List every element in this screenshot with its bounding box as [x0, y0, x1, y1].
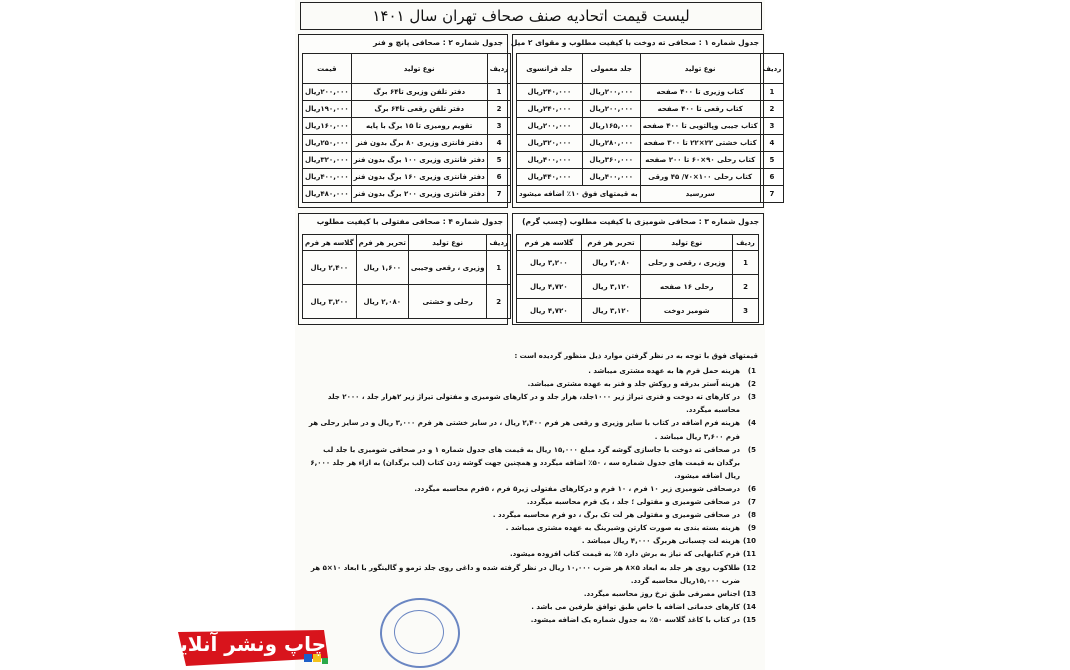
- note-number: 9): [747, 524, 756, 533]
- product-type: دفتر فانتزی وزیری ۱۶۰ برگ بدون فنر: [351, 169, 487, 186]
- row-number: 7: [760, 186, 784, 203]
- note-number: 5): [747, 445, 756, 454]
- row-number: 3: [733, 299, 759, 323]
- row-number: 4: [760, 135, 784, 152]
- table1-title: جدول شماره ۱ : صحافی ته دوخت با کیفیت مطلوب و مقوای ۲ میل: [510, 38, 759, 47]
- price-cell: ۴۴۰,۰۰۰ریال: [517, 169, 583, 186]
- row-number: 2: [487, 101, 511, 118]
- price-cell: ۲۴۰,۰۰۰ریال: [517, 84, 583, 101]
- note-text: اجناس مصرفی طبق نرخ روز محاسبه میگردد.: [583, 589, 740, 598]
- price-cell: ۲۸۰,۰۰۰ریال: [582, 135, 640, 152]
- logo-text: چاپ ونشر آنلاین: [162, 632, 326, 656]
- table2-header-cell: نوع تولید: [351, 54, 487, 84]
- note-number: 13): [743, 589, 756, 598]
- price-cell: ۱۶۰,۰۰۰ریال: [303, 118, 352, 135]
- note-number: 12): [743, 563, 756, 572]
- row-number: 4: [487, 135, 511, 152]
- row-number: 3: [487, 118, 511, 135]
- row-number: 2: [487, 285, 511, 319]
- table3-panel: [512, 213, 764, 325]
- note-item: [296, 496, 766, 509]
- price-cell: ۱,۶۰۰ ریال: [356, 251, 408, 285]
- price-cell: ۴۰۰,۰۰۰ریال: [517, 152, 583, 169]
- note-number: 8): [747, 511, 756, 520]
- price-cell: ۴۸۰,۰۰۰ریال: [303, 186, 352, 203]
- table3-title: جدول شماره ۳ : صحافی شومیزی با کیفیت مطلوب (چسب گرم): [522, 217, 759, 226]
- table-row: [303, 118, 511, 135]
- note-item: [296, 378, 766, 391]
- product-type: دفتر فانتزی وزیری ۲۰۰ برگ بدون فنر: [351, 186, 487, 203]
- table4-title: جدول شماره ۴ : صحافی مفتولی با کیفیت مطلوب: [316, 217, 503, 226]
- product-type: سررسید: [640, 186, 760, 203]
- note-text: طلاکوب روی هر جلد به ابعاد ۵×۸ هر ضرب ۱۰,۰۰۰ ریال در نظر گرفته شده و داغی روی جلد ترمو و گالینگور با ابعاد ۱۰×۵ هر ضرب ۱۵,۰۰۰ریال محاسبه گردد.: [310, 563, 740, 585]
- table-row: [303, 135, 511, 152]
- table-row: [517, 275, 759, 299]
- product-type: دفتر فانتزی وزیری ۸۰ برگ بدون فنر: [351, 135, 487, 152]
- product-type: شومیز دوخت: [641, 299, 733, 323]
- note-text: کارهای خدماتی اضافه یا خاص طبق توافق طرفین می باشد .: [531, 602, 740, 611]
- product-type: وزیری ، رقعی و رحلی: [641, 251, 733, 275]
- note-text: در صحافی شومیزی و مفتولی هر لت تک برگ ، دو فرم محاسبه میگردد .: [492, 511, 740, 520]
- publisher-logo-label: [162, 628, 332, 668]
- note-text: هزینه بسته بندی به صورت کارتن وشیرینگ به عهده مشتری میباشد .: [505, 524, 740, 533]
- price-cell: ۳,۲۰۰ ریال: [303, 285, 357, 319]
- row-number: 6: [760, 169, 784, 186]
- row-number: 1: [487, 84, 511, 101]
- table-row: [303, 186, 511, 203]
- price-cell: ۳۲۰,۰۰۰ریال: [303, 152, 352, 169]
- note-number: 14): [743, 602, 756, 611]
- note-item: [296, 548, 766, 561]
- table-row: [517, 101, 784, 118]
- row-number: 5: [487, 152, 511, 169]
- price-cell: ۳,۱۲۰ ریال: [581, 299, 641, 323]
- row-number: 3: [760, 118, 784, 135]
- price-cell: ۴,۷۲۰ ریال: [517, 275, 582, 299]
- product-type: دفتر فانتزی وزیری ۱۰۰ برگ بدون فنر: [351, 152, 487, 169]
- union-stamp: [380, 598, 460, 668]
- price-cell: ۲,۴۰۰ ریال: [303, 251, 357, 285]
- price-cell: ۳۶۰,۰۰۰ریال: [582, 152, 640, 169]
- product-type: کتاب رحلی ۱۰۰×۷۰/ ۴۵ ورقی: [640, 169, 760, 186]
- price-cell: ۲,۰۸۰ ریال: [581, 251, 641, 275]
- table-row: [517, 118, 784, 135]
- table1-header-cell: نوع تولید: [640, 54, 760, 84]
- price-cell: ۳,۱۲۰ ریال: [581, 275, 641, 299]
- table-row: [303, 169, 511, 186]
- table-row: [517, 299, 759, 323]
- table2-header-cell: ردیف: [487, 54, 511, 84]
- price-cell: ۴,۷۲۰ ریال: [517, 299, 582, 323]
- price-cell: ۱۶۵,۰۰۰ریال: [582, 118, 640, 135]
- table-row: [303, 101, 511, 118]
- note-item: [296, 365, 766, 378]
- note-number: 4): [747, 419, 756, 428]
- price-cell: ۲,۰۸۰ ریال: [356, 285, 408, 319]
- table-row: [517, 186, 784, 203]
- note-item: [296, 535, 766, 548]
- table4: [302, 234, 511, 319]
- price-cell: ۲۵۰,۰۰۰ریال: [303, 135, 352, 152]
- price-cell: ۲۰۰,۰۰۰ریال: [582, 101, 640, 118]
- price-note-cell: به قیمتهای فوق ۱۰٪ اضافه میشود: [517, 186, 641, 203]
- note-text: هزینه آستر بدرقه و روکش جلد و فنر به عهده مشتری میباشد.: [527, 380, 740, 389]
- note-item: [296, 509, 766, 522]
- price-cell: ۱۹۰,۰۰۰ریال: [303, 101, 352, 118]
- price-cell: ۳۲۰,۰۰۰ریال: [517, 135, 583, 152]
- price-cell: ۳,۲۰۰ ریال: [517, 251, 582, 275]
- product-type: تقویم رومیزی تا ۱۵ برگ با پایه: [351, 118, 487, 135]
- price-cell: ۴۰۰,۰۰۰ریال: [303, 169, 352, 186]
- product-type: کتاب رقعی تا ۴۰۰ صفحه: [640, 101, 760, 118]
- row-number: 2: [733, 275, 759, 299]
- table2-header-cell: قیمت: [303, 54, 352, 84]
- notes-intro: قیمتهای فوق با توجه به در نظر گرفتن موارد ذیل منظور گردیده است :: [514, 352, 758, 360]
- table1: [516, 53, 784, 203]
- price-cell: ۲۰۰,۰۰۰ریال: [582, 84, 640, 101]
- row-number: 6: [487, 169, 511, 186]
- row-number: 7: [487, 186, 511, 203]
- note-text: در صحافی شومیزی و مفتولی ؛ جلد ، یک فرم محاسبه میگردد.: [526, 498, 740, 507]
- table4-header-cell: تحریر هر فرم: [356, 235, 408, 251]
- note-item: [296, 601, 766, 614]
- table-row: [303, 285, 511, 319]
- table3-header-cell: ردیف: [733, 235, 759, 251]
- note-item: [296, 483, 766, 496]
- note-text: هزینه لت چسبانی هربرگ ۴,۰۰۰ ریال میباشد .: [581, 537, 740, 546]
- row-number: 2: [760, 101, 784, 118]
- product-type: دفتر تلفن رقعی تا۶۴ برگ: [351, 101, 487, 118]
- table1-header-cell: جلد معمولی: [582, 54, 640, 84]
- table2-panel: [298, 34, 508, 208]
- note-text: در کتاب با کاغذ گلاسه ۵۰٪ به جدول شماره یک اضافه میشود.: [530, 615, 740, 624]
- table-row: [303, 152, 511, 169]
- price-cell: ۲۰۰,۰۰۰ریال: [517, 118, 583, 135]
- product-type: رحلی ۱۶ صفحه: [641, 275, 733, 299]
- table-row: [517, 135, 784, 152]
- table-row: [517, 169, 784, 186]
- notes-list: [296, 365, 766, 627]
- product-type: کتاب خشتی ۲۲×۲۲ تا ۳۰۰ صفحه: [640, 135, 760, 152]
- notes-section: [296, 350, 766, 627]
- note-text: در صحافی ته دوخت با جاسازی گوشه گرد مبلغ ۱۵,۰۰۰ ریال به قیمت های جدول شماره ۱ و در صحافی شومیزی با جلد لب برگدان به قیمت های جدول شماره سه ، ۵۰٪ اضافه میگردد و همچنین جهت گوشه زدن کتاب (لب برگدان) به ازاء هر جلد ۶,۰۰۰ ریال اضافه میشود.: [310, 445, 740, 480]
- note-item: [296, 444, 766, 483]
- row-number: 5: [760, 152, 784, 169]
- table1-header-cell: ردیف: [760, 54, 784, 84]
- note-number: 7): [747, 498, 756, 507]
- table3-header-cell: گلاسه هر فرم: [517, 235, 582, 251]
- note-number: 2): [747, 380, 756, 389]
- table4-header-cell: گلاسه هر فرم: [303, 235, 357, 251]
- row-number: 1: [733, 251, 759, 275]
- stamp-inner-ring: [394, 610, 444, 654]
- product-type: وزیری ، رقعی وجیبی: [408, 251, 487, 285]
- note-number: 1): [747, 367, 756, 376]
- product-type: رحلی و خشتی: [408, 285, 487, 319]
- price-cell: ۲۰۰,۰۰۰ریال: [303, 84, 352, 101]
- product-type: کتاب رحلی ۹۰×۶۰ تا ۲۰۰ صفحه: [640, 152, 760, 169]
- note-item: [296, 417, 766, 443]
- table2: [302, 53, 511, 203]
- note-text: درصحافی شومیزی زیر ۱۰ فرم ، ۱۰ فرم و درکارهای مفتولی زیر۵ فرم ، ۵فرم محاسبه میگردد.: [414, 484, 740, 493]
- table4-header-cell: نوع تولید: [408, 235, 487, 251]
- table2-title: جدول شماره ۲ : صحافی پانچ و فنر: [373, 38, 503, 47]
- document-title: لیست قیمت اتحادیه صنف صحاف تهران سال ۱۴۰۱: [300, 2, 762, 30]
- table1-header-cell: جلد فرانسوی: [517, 54, 583, 84]
- table-row: [303, 251, 511, 285]
- table-row: [303, 84, 511, 101]
- product-type: دفتر تلفن وزیری تا۶۴ برگ: [351, 84, 487, 101]
- note-item: [296, 391, 766, 417]
- note-text: فرم کتابهایی که نیاز به برش دارد ۵٪ به قیمت کتاب افزوده میشود.: [510, 550, 740, 559]
- note-text: هزینه فرم اضافه در کتاب با سایز وزیری و رقعی هر فرم ۲,۴۰۰ ریال ، در سایز خشتی هر فرم ۳,۰۰۰ ریال و در سایز رحلی هر فرم ۳,۶۰۰ ریال میباشد .: [308, 419, 740, 441]
- product-type: کتاب جیبی وپالتویی تا ۴۰۰ صفحه: [640, 118, 760, 135]
- table3: [516, 234, 759, 323]
- note-item: [296, 522, 766, 535]
- table1-panel: [510, 34, 782, 208]
- note-number: 6): [747, 484, 756, 493]
- row-number: 1: [760, 84, 784, 101]
- note-text: در کارهای ته دوخت و فنری تیراژ زیر ۱۰۰۰جلد، هزار جلد و در کارهای شومیزی و مفتولی تیراژ زیر ۲هزار جلد ، ۲۰۰۰ جلد محاسبه میگردد.: [327, 393, 740, 415]
- table4-header-cell: ردیف: [487, 235, 511, 251]
- table-row: [517, 84, 784, 101]
- note-item: [296, 614, 766, 627]
- note-number: 10): [743, 537, 756, 546]
- price-cell: ۴۰۰,۰۰۰ریال: [582, 169, 640, 186]
- product-type: کتاب وزیری تا ۴۰۰ صفحه: [640, 84, 760, 101]
- table-row: [517, 152, 784, 169]
- table3-header-cell: نوع تولید: [641, 235, 733, 251]
- note-text: هزینه حمل فرم ها به عهده مشتری میباشد .: [588, 367, 740, 376]
- table3-header-cell: تحریر هر فرم: [581, 235, 641, 251]
- note-item: [296, 562, 766, 588]
- price-cell: ۲۴۰,۰۰۰ریال: [517, 101, 583, 118]
- table4-panel: [298, 213, 508, 325]
- note-number: 3): [747, 393, 756, 402]
- note-number: 15): [743, 615, 756, 624]
- note-number: 11): [743, 550, 756, 559]
- row-number: 1: [487, 251, 511, 285]
- table-row: [517, 251, 759, 275]
- note-item: [296, 588, 766, 601]
